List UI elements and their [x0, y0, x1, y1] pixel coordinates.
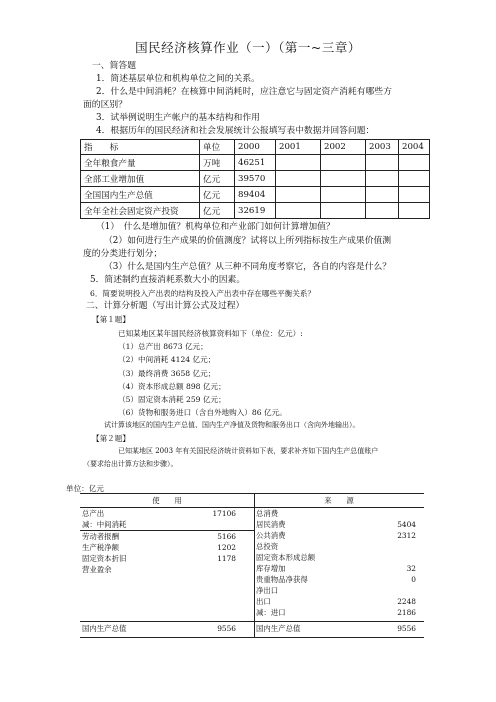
sources-value: 5404: [397, 520, 416, 529]
uses-value: 17106: [212, 509, 236, 518]
question-1: 1．简述基层单位和机构单位之间的关系。: [96, 74, 260, 84]
row-indicator: 全年全社会固定资产投资: [81, 203, 200, 219]
exercise-1-item: （1）总产出 8673 亿元；: [118, 342, 208, 351]
empty-cell: [366, 155, 399, 171]
row-value-2000: 46251: [235, 155, 276, 171]
uses-value: 1178: [217, 554, 236, 563]
total-uses-value: 9556: [217, 624, 236, 633]
header-indicator: 指 标: [81, 140, 200, 155]
header-unit: 单位: [200, 140, 235, 155]
sources-label: 出口: [256, 597, 271, 606]
sources-value: 2248: [397, 597, 416, 606]
question-2-line-1: 2．什么是中间消耗？在核算中间消耗时，应注意它与固定资产消耗有哪些方: [96, 87, 392, 97]
total-uses-label: 国内生产总值: [82, 624, 127, 633]
sources-label: 总消费: [256, 509, 279, 518]
exercise-2-intro: 已知某地区 2003 年有关国民经济统计资料如下表，要求补齐如下国内生产总值账户: [118, 447, 379, 455]
empty-cell: [366, 187, 399, 203]
header-divider: [80, 507, 424, 508]
empty-cell: [276, 155, 321, 171]
empty-cell: [399, 203, 430, 219]
exercise-1-task: 试计算该地区的国内生产总值、国内生产净值及货物和服务出口（含向外地输出）。: [104, 421, 360, 429]
section-heading-calculation: 二、计算分析题（写出计算公式及过程）: [86, 301, 245, 311]
empty-cell: [276, 203, 321, 219]
sources-value: 0: [411, 575, 416, 584]
question-2-line-2: 面的区别？: [83, 100, 127, 110]
row-unit: 万吨: [200, 155, 235, 171]
sub-question-2-line-2: 度的分类进行划分；: [83, 249, 163, 259]
table-row: [81, 171, 430, 187]
uses-header: 使 用: [152, 496, 182, 505]
gdp-account-table: [80, 493, 424, 638]
question-3: 3．试举例说明生产帐户的基本结构和作用: [96, 113, 260, 123]
row-indicator: 全部工业增加值: [81, 171, 200, 187]
question-4: 4．根据历年的国民经济和社会发展统计公报填写表中数据并回答问题：: [96, 126, 375, 136]
sources-value: 2186: [397, 608, 416, 617]
empty-cell: [399, 155, 430, 171]
question-6: 6．简要说明投入产出表的结构及投入产出表中存在哪些平衡关系？: [90, 289, 316, 298]
table-row: [81, 187, 430, 203]
sources-label: 公共消费: [256, 531, 286, 540]
sources-value: 32: [406, 564, 416, 573]
exercise-1-item: （4）资本形成总额 898 亿元；: [118, 382, 226, 391]
uses-value: 1202: [217, 543, 236, 552]
sources-label: 库存增加: [256, 564, 286, 573]
section-heading-short-answer: 一、简答题: [92, 61, 136, 71]
sources-value: 2312: [397, 531, 416, 540]
unit-label: 单位：亿元: [66, 484, 104, 493]
uses-label: 营业盈余: [82, 565, 112, 574]
empty-cell: [321, 203, 366, 219]
sources-label: 总投资: [256, 542, 279, 551]
uses-label: 减：中间消耗: [82, 520, 127, 529]
row-indicator: 全年粮食产量: [81, 155, 200, 171]
uses-label: 总产出: [82, 509, 105, 518]
exercise-1-item: （6）货物和服务进口（含自外地购入）86 亿元。: [118, 408, 287, 417]
row-value-2000: 32619: [235, 203, 276, 219]
empty-cell: [321, 171, 366, 187]
empty-cell: [399, 171, 430, 187]
row-value-2000: 39570: [235, 171, 276, 187]
total-sources-label: 国内生产总值: [256, 624, 301, 633]
empty-cell: [321, 187, 366, 203]
header-2000: 2000: [235, 140, 276, 155]
uses-label: 固定资本折旧: [82, 554, 127, 563]
empty-cell: [276, 171, 321, 187]
exercise-1-item: （5）固定资本消耗 259 亿元；: [118, 395, 226, 404]
statistics-table: [80, 139, 430, 219]
row-indicator: 全国国内生产总值: [81, 187, 200, 203]
sources-label: 固定资本形成总额: [256, 553, 316, 562]
sub-question-2-line-1: （2）如何进行生产成果的价值测度？试将以上所列指标按生产成果价值测: [104, 236, 392, 246]
row-value-2000: 89404: [235, 187, 276, 203]
page-title: 国民经济核算作业（一）（第一~三章）: [135, 40, 361, 55]
table-header-row: [81, 140, 430, 155]
sub-question-3: （3）什么是国内生产总值？从三种不同角度考察它，各自的内容是什么？: [104, 262, 392, 272]
total-sources-value: 9556: [397, 624, 416, 633]
exercise-1-label: 【第１题】: [92, 315, 130, 324]
sources-label: 贵重物品净获得: [256, 575, 308, 584]
exercise-2-label: 【第２题】: [92, 434, 130, 443]
uses-label: 生产税净额: [82, 543, 119, 552]
header-2002: 2002: [321, 140, 366, 155]
table-row: [81, 155, 430, 171]
empty-cell: [366, 203, 399, 219]
exercise-1-item: （3）最终消费 3658 亿元；: [118, 369, 216, 378]
header-2001: 2001: [276, 140, 321, 155]
column-divider: [254, 494, 255, 637]
row-unit: 亿元: [200, 171, 235, 187]
total-divider: [80, 621, 424, 622]
table-row: [81, 203, 430, 219]
sources-label: 减：进口: [256, 608, 286, 617]
question-5: 5．简述制约直接消耗系数大小的因素。: [90, 275, 246, 285]
empty-cell: [321, 155, 366, 171]
header-2004: 2004: [399, 140, 430, 155]
exercise-2-intro-line-2: （要求给出计算方法和步骤）。: [83, 460, 178, 468]
sources-label: 净出口: [256, 586, 279, 595]
empty-cell: [276, 187, 321, 203]
empty-cell: [366, 171, 399, 187]
exercise-1-item: （2）中间消耗 4124 亿元；: [118, 355, 216, 364]
empty-cell: [399, 187, 430, 203]
sub-question-1: （1） 什么是增加值？机构单位和产业部门如何计算增加值？: [96, 222, 335, 232]
uses-label: 劳动者报酬: [82, 532, 119, 541]
row-unit: 亿元: [200, 203, 235, 219]
header-2003: 2003: [366, 140, 399, 155]
exercise-1-intro: 已知某地区某年国民经济核算资料如下（单位：亿元）:: [118, 329, 303, 338]
sources-label: 居民消费: [256, 520, 286, 529]
uses-value: 5166: [217, 532, 236, 541]
row-unit: 亿元: [200, 187, 235, 203]
sources-header: 来 源: [324, 496, 354, 505]
